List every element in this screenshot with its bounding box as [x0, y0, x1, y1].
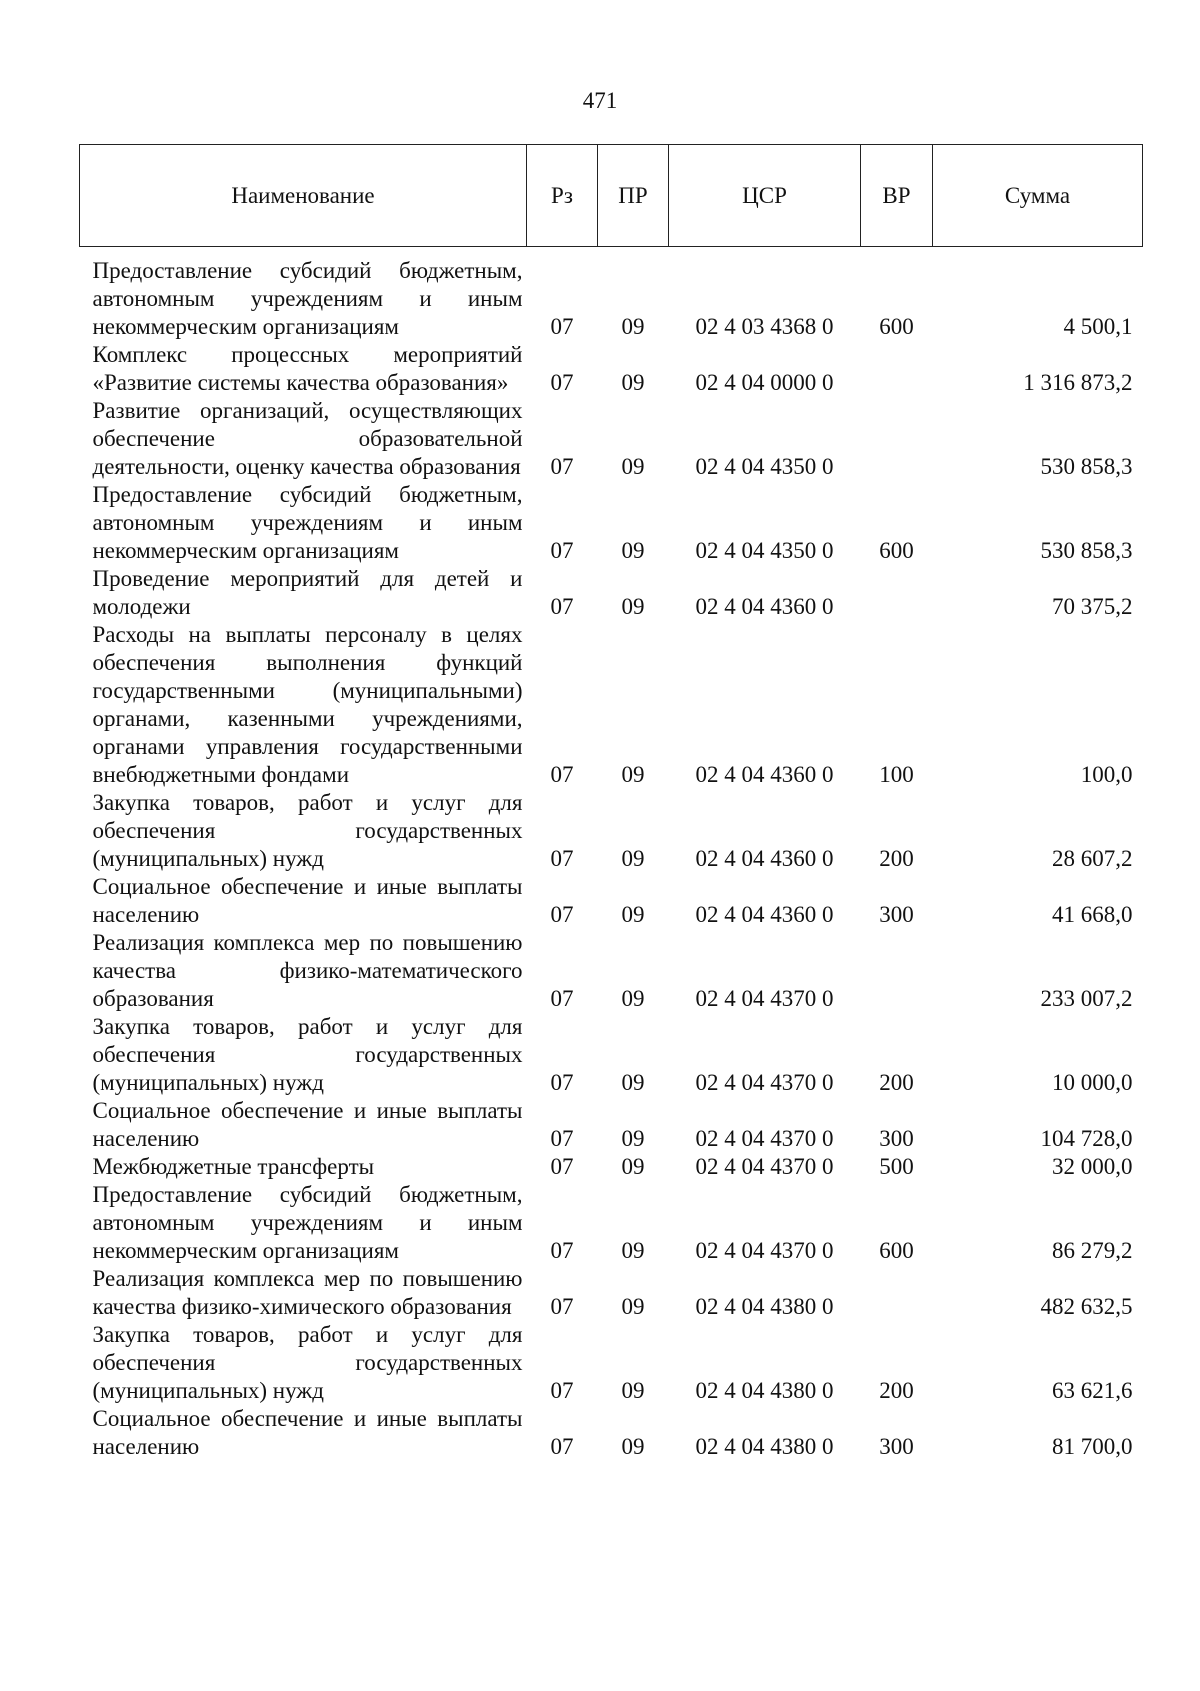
- table-header: [80, 145, 1143, 247]
- table-row: [80, 1265, 1143, 1321]
- table-row: [80, 341, 1143, 397]
- cell-vr: 300: [879, 902, 914, 927]
- cell-sum: 86 279,2: [1052, 1238, 1133, 1263]
- cell-sum: 100,0: [1080, 762, 1133, 787]
- cell-sum: 104 728,0: [1040, 1126, 1133, 1151]
- cell-vr: 300: [879, 1434, 914, 1459]
- table-row: [80, 247, 1143, 342]
- cell-vr: [861, 341, 933, 397]
- cell-vr: [861, 397, 933, 481]
- cell-csr: 02 4 04 4370 0: [695, 1126, 834, 1151]
- cell-sum: 63 621,6: [1052, 1378, 1133, 1403]
- cell-csr: 02 4 04 4370 0: [695, 1238, 834, 1263]
- table-row: [80, 397, 1143, 481]
- cell-sum: 1 316 873,2: [1023, 370, 1133, 395]
- cell-rz: 07: [550, 370, 574, 395]
- cell-pr: 09: [621, 902, 645, 927]
- cell-csr: 02 4 04 4370 0: [695, 1154, 834, 1179]
- cell-rz: 07: [550, 1294, 574, 1319]
- cell-rz: 07: [550, 1070, 574, 1095]
- cell-name: Закупка товаров, работ и услуг для обеспечения государственных (муниципальных) нужд: [92, 790, 523, 871]
- cell-vr: 200: [879, 1378, 914, 1403]
- header-sum: Сумма: [933, 145, 1143, 247]
- cell-rz: 07: [550, 1126, 574, 1151]
- header-vr: ВР: [861, 145, 933, 247]
- cell-vr: 600: [879, 314, 914, 339]
- cell-name: Социальное обеспечение и иные выплаты населению: [92, 1406, 523, 1459]
- cell-vr: 600: [879, 538, 914, 563]
- table-row: [80, 1181, 1143, 1265]
- cell-rz: 07: [550, 1378, 574, 1403]
- table-row: [80, 565, 1143, 621]
- cell-pr: 09: [621, 454, 645, 479]
- cell-vr: 200: [879, 1070, 914, 1095]
- cell-csr: 02 4 04 4360 0: [695, 762, 834, 787]
- cell-pr: 09: [621, 314, 645, 339]
- cell-rz: 07: [550, 314, 574, 339]
- cell-pr: 09: [621, 1294, 645, 1319]
- cell-csr: 02 4 04 4360 0: [695, 902, 834, 927]
- cell-rz: 07: [550, 986, 574, 1011]
- cell-vr: [861, 1265, 933, 1321]
- cell-pr: 09: [621, 1378, 645, 1403]
- cell-name: Социальное обеспечение и иные выплаты населению: [92, 874, 523, 927]
- cell-name: Развитие организаций, осуществляющих обеспечение образовательной деятельности, оценку качества образования: [92, 398, 523, 479]
- cell-name: Предоставление субсидий бюджетным, автономным учреждениям и иным некоммерческим организациям: [92, 258, 523, 339]
- cell-pr: 09: [621, 1154, 645, 1179]
- cell-vr: [861, 565, 933, 621]
- header-pr: ПР: [598, 145, 669, 247]
- header-rz: Рз: [527, 145, 598, 247]
- cell-csr: 02 4 03 4368 0: [695, 314, 834, 339]
- header-csr: ЦСР: [669, 145, 861, 247]
- cell-csr: 02 4 04 4350 0: [695, 454, 834, 479]
- cell-rz: 07: [550, 1434, 574, 1459]
- cell-pr: 09: [621, 846, 645, 871]
- cell-rz: 07: [550, 846, 574, 871]
- cell-pr: 09: [621, 986, 645, 1011]
- cell-name: Предоставление субсидий бюджетным, автономным учреждениям и иным некоммерческим организациям: [92, 482, 523, 563]
- table-row: [80, 481, 1143, 565]
- cell-name: Расходы на выплаты персоналу в целях обеспечения выполнения функций государственными (муниципальными) органами, казенными учреждениями, органами управления государственными внебюджетными фондами: [92, 622, 523, 787]
- cell-sum: 81 700,0: [1052, 1434, 1133, 1459]
- cell-rz: 07: [550, 594, 574, 619]
- cell-rz: 07: [550, 538, 574, 563]
- cell-pr: 09: [621, 1238, 645, 1263]
- cell-sum: 530 858,3: [1040, 454, 1133, 479]
- cell-csr: 02 4 04 4380 0: [695, 1434, 834, 1459]
- cell-pr: 09: [621, 762, 645, 787]
- table-body: [80, 247, 1143, 1462]
- cell-sum: 32 000,0: [1052, 1154, 1133, 1179]
- cell-sum: 233 007,2: [1040, 986, 1133, 1011]
- table-row: [80, 1405, 1143, 1461]
- cell-sum: 530 858,3: [1040, 538, 1133, 563]
- table-row: [80, 873, 1143, 929]
- table-row: [80, 621, 1143, 789]
- table-row: [80, 1321, 1143, 1405]
- cell-sum: 28 607,2: [1052, 846, 1133, 871]
- cell-vr: 600: [879, 1238, 914, 1263]
- cell-vr: 300: [879, 1126, 914, 1151]
- cell-name: Реализация комплекса мер по повышению качества физико-химического образования: [92, 1266, 523, 1319]
- budget-table: [79, 144, 1143, 1461]
- table-row: [80, 1153, 1143, 1181]
- table-row: [80, 789, 1143, 873]
- cell-vr: [861, 929, 933, 1013]
- cell-pr: 09: [621, 538, 645, 563]
- cell-sum: 4 500,1: [1063, 314, 1133, 339]
- cell-name: Комплекс процессных мероприятий «Развитие системы качества образования»: [92, 342, 523, 395]
- header-name: Наименование: [80, 145, 527, 247]
- cell-pr: 09: [621, 1070, 645, 1095]
- cell-sum: 70 375,2: [1052, 594, 1133, 619]
- cell-name: Закупка товаров, работ и услуг для обеспечения государственных (муниципальных) нужд: [92, 1322, 523, 1403]
- cell-pr: 09: [621, 1434, 645, 1459]
- cell-sum: 482 632,5: [1040, 1294, 1133, 1319]
- cell-rz: 07: [550, 454, 574, 479]
- cell-csr: 02 4 04 4380 0: [695, 1294, 834, 1319]
- cell-name: Социальное обеспечение и иные выплаты населению: [92, 1098, 523, 1151]
- cell-name: Реализация комплекса мер по повышению качества физико-математического образования: [92, 930, 523, 1011]
- table-row: [80, 1013, 1143, 1097]
- cell-csr: 02 4 04 4370 0: [695, 1070, 834, 1095]
- cell-name: Предоставление субсидий бюджетным, автономным учреждениям и иным некоммерческим организациям: [92, 1182, 523, 1263]
- cell-csr: 02 4 04 4370 0: [695, 986, 834, 1011]
- cell-rz: 07: [550, 1238, 574, 1263]
- cell-sum: 10 000,0: [1052, 1070, 1133, 1095]
- cell-sum: 41 668,0: [1052, 902, 1133, 927]
- cell-rz: 07: [550, 1154, 574, 1179]
- cell-name: Закупка товаров, работ и услуг для обеспечения государственных (муниципальных) нужд: [92, 1014, 523, 1095]
- table-row: [80, 929, 1143, 1013]
- cell-csr: 02 4 04 4360 0: [695, 846, 834, 871]
- cell-rz: 07: [550, 762, 574, 787]
- cell-pr: 09: [621, 594, 645, 619]
- cell-vr: 500: [879, 1154, 914, 1179]
- cell-pr: 09: [621, 370, 645, 395]
- table-row: [80, 1097, 1143, 1153]
- cell-pr: 09: [621, 1126, 645, 1151]
- page-number: 471: [582, 88, 618, 113]
- cell-vr: 100: [879, 762, 914, 787]
- cell-rz: 07: [550, 902, 574, 927]
- cell-csr: 02 4 04 0000 0: [695, 370, 834, 395]
- cell-name: Проведение мероприятий для детей и молодежи: [92, 566, 523, 619]
- cell-csr: 02 4 04 4360 0: [695, 594, 834, 619]
- cell-vr: 200: [879, 846, 914, 871]
- cell-name: Межбюджетные трансферты: [92, 1154, 375, 1179]
- cell-csr: 02 4 04 4350 0: [695, 538, 834, 563]
- cell-csr: 02 4 04 4380 0: [695, 1378, 834, 1403]
